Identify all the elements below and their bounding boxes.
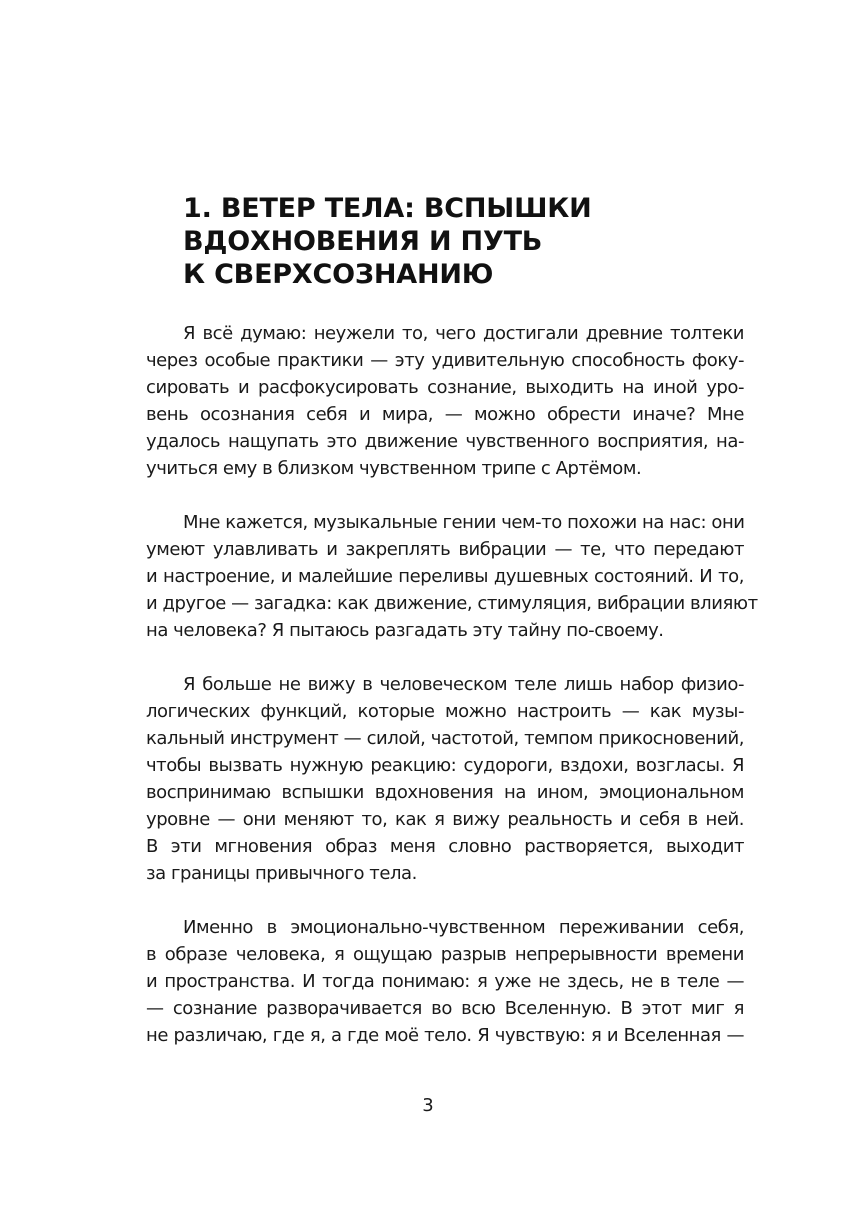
page-number: 3 [422, 1095, 434, 1116]
text-line: не различаю, где я, а где моё тело. Я чувствую: я и Вселенная — [146, 1025, 744, 1046]
text-line: Мне кажется, музыкальные гении чем-то похожи на нас: они [183, 512, 745, 533]
text-line: уровне — они меняют то, как я вижу реальность и себя в ней. [146, 809, 744, 830]
text-line: и настроение, и малейшие переливы душевных состояний. И то, [146, 566, 744, 587]
text-line: воспринимаю вспышки вдохновения на ином, эмоциональном [146, 782, 744, 803]
text-line: — сознание разворачивается во всю Вселенную. В этот миг я [146, 998, 744, 1019]
text-line: и другое — загадка: как движение, стимуляция, вибрации влияют [146, 593, 758, 614]
text-line: вень осознания себя и мира, — можно обрести иначе? Мне [146, 404, 744, 425]
text-line: в образе человека, я ощущаю разрыв непрерывности времени [146, 944, 744, 965]
text-line: умеют улавливать и закреплять вибрации — те, что передают [146, 539, 744, 560]
paragraph [146, 671, 744, 887]
chapter-title-line: 1. ВЕТЕР ТЕЛА: ВСПЫШКИ [183, 193, 592, 224]
text-line: сировать и расфокусировать сознание, выходить на иной уро- [146, 377, 744, 398]
text-line: учиться ему в близком чувственном трипе с Артёмом. [146, 458, 642, 479]
paragraph [146, 914, 744, 1049]
body-text [146, 320, 758, 1076]
paragraph [146, 509, 758, 644]
text-line: удалось нащупать это движение чувственного восприятия, на- [146, 431, 744, 452]
text-line: на человека? Я пытаюсь разгадать эту тайну по-своему. [146, 620, 664, 641]
text-line: за границы привычного тела. [146, 863, 417, 884]
chapter-title [183, 192, 703, 291]
text-line: и пространства. И тогда понимаю: я уже не здесь, не в теле — [146, 971, 744, 992]
text-line: кальный инструмент — силой, частотой, темпом прикосновений, [146, 728, 744, 749]
text-line: Именно в эмоционально-чувственном переживании себя, [183, 917, 744, 938]
text-line: Я больше не вижу в человеческом теле лишь набор физио- [183, 674, 744, 695]
text-line: В эти мгновения образ меня словно растворяется, выходит [146, 836, 744, 857]
text-line: логических функций, которые можно настроить — как музы- [146, 701, 744, 722]
chapter-title-line: К СВЕРХСОЗНАНИЮ [183, 259, 494, 290]
text-line: через особые практики — эту удивительную способность фоку- [146, 350, 744, 371]
text-line: Я всё думаю: неужели то, чего достигали древние толтеки [183, 323, 744, 344]
chapter-title-line: ВДОХНОВЕНИЯ И ПУТЬ [183, 226, 543, 257]
text-line: чтобы вызвать нужную реакцию: судороги, вздохи, возгласы. Я [146, 755, 744, 776]
paragraph [146, 320, 744, 482]
